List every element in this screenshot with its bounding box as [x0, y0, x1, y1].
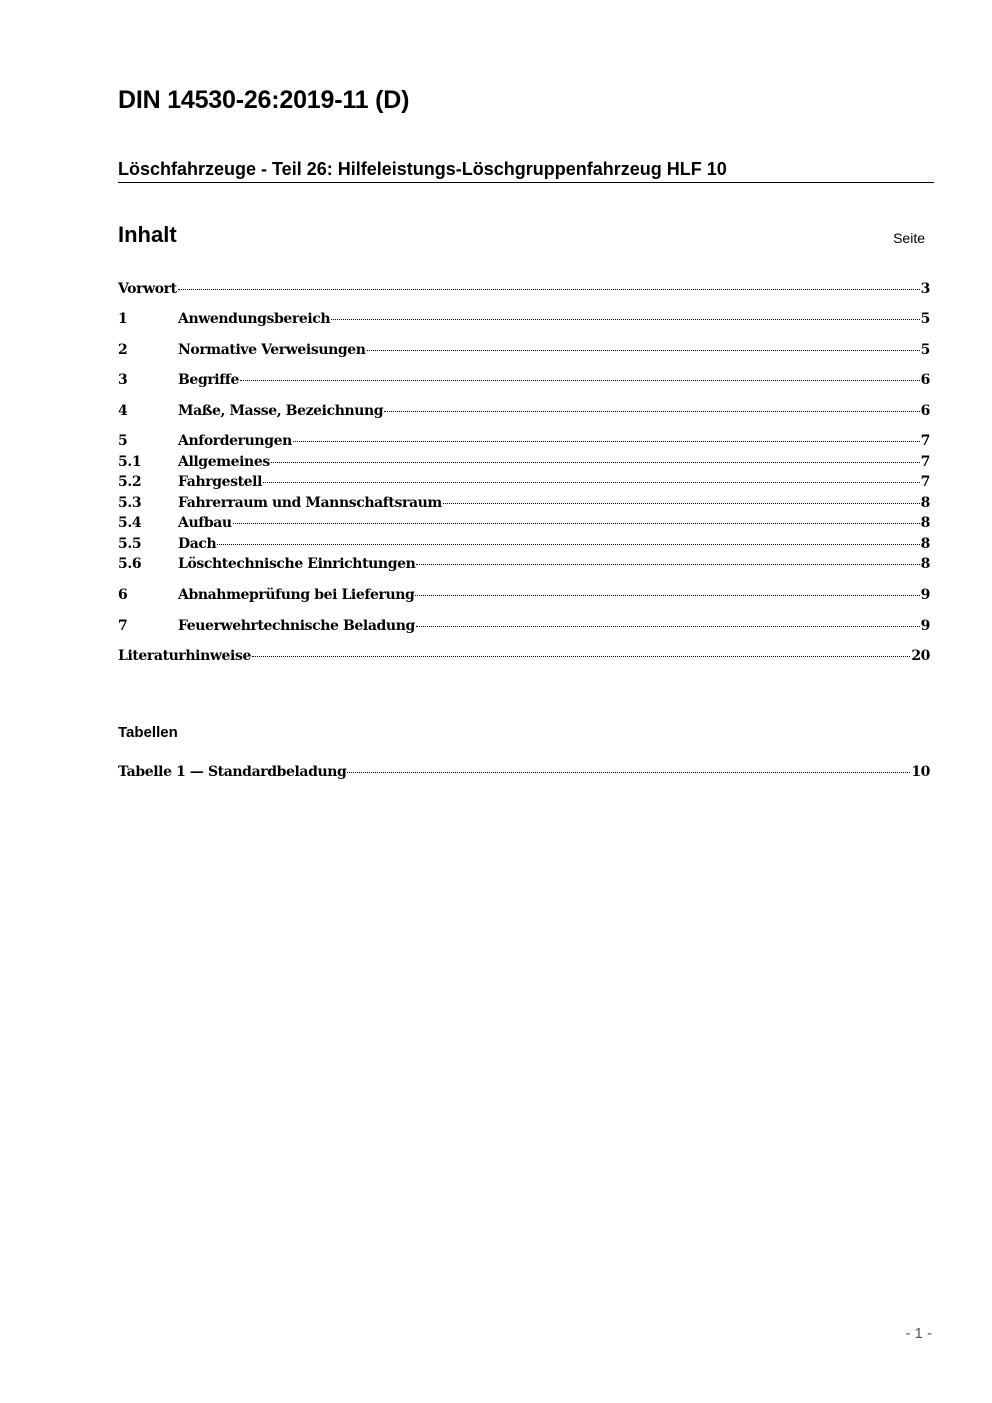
- toc-entry-number: 5: [118, 433, 128, 449]
- toc-entry-page: 8: [920, 495, 930, 511]
- toc-entry-label: Vorwort: [118, 281, 177, 297]
- toc-entry-number: 5.6: [118, 556, 142, 572]
- toc-leader-dots: [416, 552, 919, 565]
- toc-entry-label: Normative Verweisungen: [178, 342, 366, 358]
- toc-entry-number: 5.3: [118, 495, 142, 511]
- toc-entry-label: Maße, Masse, Bezeichnung: [178, 403, 384, 419]
- toc-leader-dots: [240, 368, 920, 381]
- toc-entry-label: Begriffe: [178, 372, 239, 388]
- toc-entry-number: 2: [118, 342, 128, 358]
- toc-entry-label: Feuerwehrtechnische Beladung: [178, 618, 415, 634]
- toc-leader-dots: [217, 532, 919, 545]
- toc-leader-dots: [252, 644, 910, 657]
- toc-leader-dots: [271, 450, 920, 463]
- toc-entry-page: 9: [920, 618, 930, 634]
- toc-entry-number: 6: [118, 587, 128, 603]
- toc-entry-5[interactable]: [118, 432, 930, 452]
- toc-entry-page: 3: [920, 281, 930, 297]
- toc-entry-number: 5.5: [118, 536, 142, 552]
- toc-entry-page: 9: [920, 587, 930, 603]
- toc-entry-3[interactable]: [118, 371, 930, 391]
- toc-entry-label: Anforderungen: [178, 433, 292, 449]
- toc-entry-7[interactable]: [118, 617, 930, 637]
- toc-entry-page: 7: [920, 454, 930, 470]
- toc-entry-5-2[interactable]: [118, 473, 930, 493]
- toc-entry-label: Abnahmeprüfung bei Lieferung: [178, 587, 415, 603]
- toc-entry-5-6[interactable]: [118, 555, 930, 575]
- toc-entry-label: Aufbau: [178, 515, 232, 531]
- toc-entry-number: 5.1: [118, 454, 142, 470]
- toc-entry-page: 8: [920, 536, 930, 552]
- toc-entry-1[interactable]: [118, 310, 930, 330]
- toc-entry-number: 7: [118, 618, 128, 634]
- toc-leader-dots: [367, 338, 920, 351]
- toc-entry-number: 5.2: [118, 474, 142, 490]
- table-entry-1[interactable]: [118, 763, 930, 783]
- document-title: DIN 14530-26:2019-11 (D): [118, 86, 410, 114]
- toc-entry-label: Allgemeines: [178, 454, 270, 470]
- toc-entry-label: Dach: [178, 536, 217, 552]
- toc-entry-label: Fahrerraum und Mannschaftsraum: [178, 495, 442, 511]
- toc-entry-literaturhinweise[interactable]: [118, 647, 930, 667]
- toc-entry-4[interactable]: [118, 402, 930, 422]
- toc-entry-number: 5.4: [118, 515, 142, 531]
- table-entry-label: Tabelle 1 — Standardbeladung: [118, 764, 347, 780]
- toc-entry-6[interactable]: [118, 586, 930, 606]
- tables-heading: Tabellen: [118, 724, 178, 741]
- toc-entry-page: 6: [920, 372, 930, 388]
- toc-leader-dots: [384, 399, 919, 412]
- toc-leader-dots: [178, 277, 920, 290]
- toc-entry-page: 7: [920, 474, 930, 490]
- toc-leader-dots: [443, 491, 920, 504]
- toc-leader-dots: [416, 614, 920, 627]
- toc-entry-page: 6: [920, 403, 930, 419]
- table-entry-page: 10: [911, 764, 930, 780]
- toc-entry-2[interactable]: [118, 341, 930, 361]
- toc-entry-label: Anwendungsbereich: [178, 311, 331, 327]
- toc-entry-number: 3: [118, 372, 128, 388]
- toc-entry-page: 5: [920, 311, 930, 327]
- toc-entry-5-4[interactable]: [118, 514, 930, 534]
- toc-entry-page: 20: [911, 648, 930, 664]
- toc-entry-page: 7: [920, 433, 930, 449]
- toc-entry-page: 5: [920, 342, 930, 358]
- toc-entry-page: 8: [920, 515, 930, 531]
- toc-leader-dots: [415, 583, 919, 596]
- page-number: - 1 -: [905, 1325, 932, 1342]
- toc-leader-dots: [293, 429, 920, 442]
- toc-entry-vorwort[interactable]: [118, 280, 930, 300]
- toc-leader-dots: [233, 511, 920, 524]
- toc-heading: Inhalt: [118, 222, 177, 247]
- toc-entry-label: Löschtechnische Einrichtungen: [178, 556, 416, 572]
- toc-leader-dots: [347, 760, 910, 773]
- toc-entry-number: 1: [118, 311, 128, 327]
- toc-entry-number: 4: [118, 403, 128, 419]
- toc-leader-dots: [331, 307, 919, 320]
- toc-entry-label: Fahrgestell: [178, 474, 262, 490]
- toc-entry-page: 8: [920, 556, 930, 572]
- toc-page-column-label: Seite: [893, 230, 925, 246]
- toc-entry-label: Literaturhinweise: [118, 648, 251, 664]
- document-subtitle: Löschfahrzeuge - Teil 26: Hilfeleistungs-Löschgruppenfahrzeug HLF 10: [118, 159, 934, 183]
- toc-leader-dots: [263, 470, 920, 483]
